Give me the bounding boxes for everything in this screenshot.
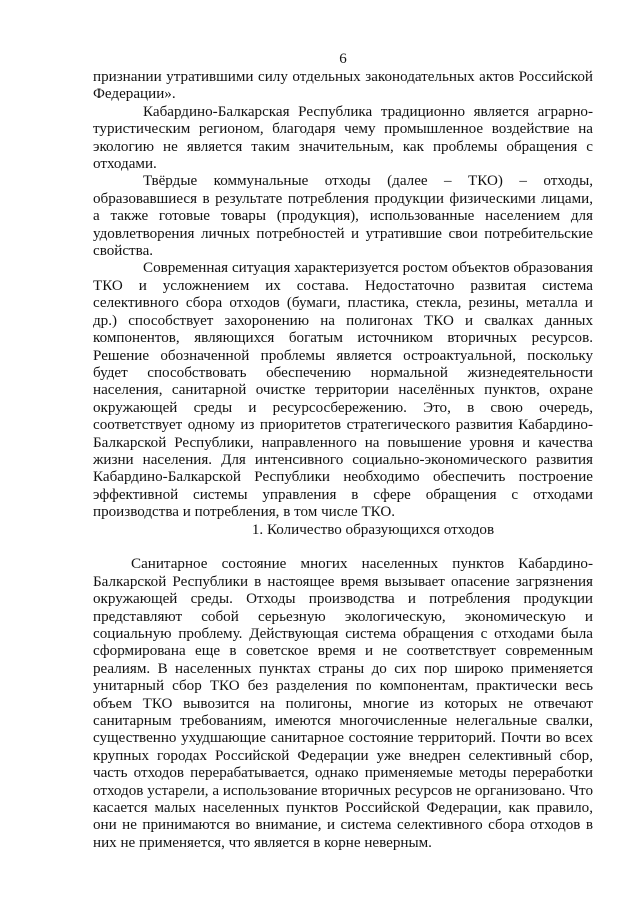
- document-body: [93, 69, 593, 852]
- section-heading: 1. Количество образующихся отходов: [251, 521, 495, 538]
- paragraph-continuation: признании утратившими силу отдельных законодательных актов Российской Федерации».: [93, 69, 593, 103]
- paragraph-sanitary-state: Санитарное состояние многих населенных пунктов Кабардино-Балкарской Республики в настоящее время вызывает опасение загрязнения окружающей среды. Отходы производства и потребления продукции представляют собой серьезную экологическую, экономическую и социальную проблему. Действующая система обращения с отходами была сформирована еще в советское время и не соответствует современным реалиям. В населенных пунктах страны до сих пор широко применяется унитарный сбор ТКО без разделения по компонентам, практически весь объем ТКО вывозится на полигоны, многие из которых не отвечают санитарным требованиям, имеются многочисленные нелегальные свалки, существенно ухудшающие санитарное состояние территорий. Почти во всех крупных городах Российской Федерации уже внедрен селективный сбор, часть отходов перерабатывается, однако применяемые методы переработки отходов устарели, а использование вторичных ресурсов не организовано. Что касается малых населенных пунктов Российской Федерации, как правило, они не принимаются во внимание, и система селективного сбора отходов в них не применяется, что является в корне неверным.: [93, 556, 593, 851]
- page-number: 6: [339, 51, 347, 67]
- paragraph-region-profile: Кабардино-Балкарская Республика традиционно является аграрно-туристическим регионом, благодаря чему промышленное воздействие на экологию не является таким значительным, как проблемы обращения с отходами.: [93, 103, 593, 173]
- paragraph-current-situation: Современная ситуация характеризуется ростом объектов образования ТКО и усложнением их состава. Недостаточно развитая система селективного сбора отходов (бумаги, пластика, стекла, резины, металла и др.) способствует захоронению на полигонах ТКО и свалках данных компонентов, являющихся богатым источником вторичных ресурсов. Решение обозначенной проблемы является остроактуальной, поскольку будет способствовать обеспечению нормальной жизнедеятельности населения, санитарной очистке территории населённых пунктов, охране окружающей среды и ресурсосбережению. Это, в свою очередь, соответствует одному из приоритетов стратегического развития Кабардино-Балкарской Республики, направленного на повышение уровня и качества жизни населения. Для интенсивного социально-экономического развития Кабардино-Балкарской Республики необходимо обеспечить построение эффективной системы управления в сфере обращения с отходами производства и потребления, в том числе ТКО.: [93, 260, 593, 521]
- paragraph-tko-definition: Твёрдые коммунальные отходы (далее – ТКО) – отходы, образовавшиеся в результате потребления продукции физическими лицами, а также готовые товары (продукция), использованные населением для удовлетворения личных потребностей и утратившие свои потребительские свойства.: [93, 173, 593, 260]
